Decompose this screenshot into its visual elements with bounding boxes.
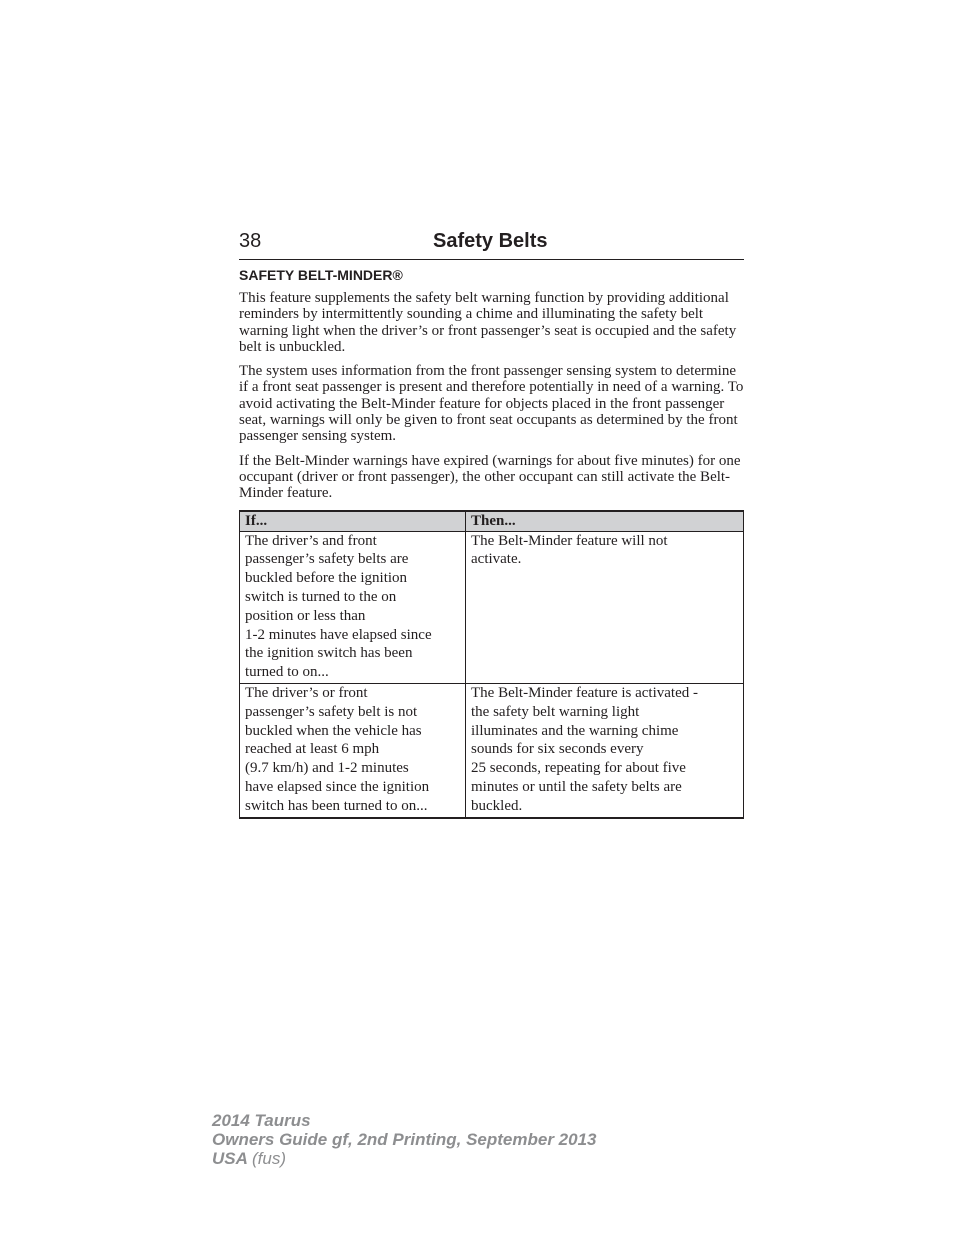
table-row: [240, 683, 744, 817]
cell-line: 25 seconds, repeating for about five: [471, 760, 686, 777]
table-cell-if: [240, 683, 466, 817]
cell-line: buckled.: [471, 797, 523, 814]
cell-line: sounds for six seconds every: [471, 741, 644, 758]
cell-line: buckled before the ignition: [245, 570, 408, 587]
cell-line: switch has been turned to on...: [245, 797, 428, 814]
cell-line: (9.7 km/h) and 1-2 minutes: [245, 760, 409, 777]
table-cell-then: [466, 683, 744, 817]
cell-line: activate.: [471, 551, 522, 568]
footer-region: [212, 1149, 596, 1168]
cell-line: passenger’s safety belt is not: [245, 703, 418, 720]
cell-line: reached at least 6 mph: [245, 741, 380, 758]
table-header-if: If...: [240, 511, 466, 532]
cell-line: buckled when the vehicle has: [245, 722, 422, 739]
page-number: 38: [239, 230, 262, 252]
table-header-row: [240, 511, 744, 532]
paragraph-sensing-system: The system uses information from the front passenger sensing system to determine if a front seat passenger is present and therefore potentially in need of a warning. To avoid activating the Belt-Minder feature for objects placed in the front passenger seat, warnings will only be given to front seat occupants as determined by the front passenger sensing system.: [239, 363, 744, 445]
section-heading: SAFETY BELT-MINDER®: [239, 267, 403, 283]
belt-minder-table: [239, 510, 744, 819]
paragraph-expired-warnings: If the Belt-Minder warnings have expired (warnings for about five minutes) for one occupant (driver or front passenger), the other occupant can still activate the Belt-Minder feature.: [239, 452, 741, 502]
cell-line: turned to on...: [245, 664, 329, 681]
cell-line: illuminates and the warning chime: [471, 722, 679, 739]
cell-line: The Belt-Minder feature is activated -: [471, 684, 698, 701]
cell-line: The driver’s or front: [245, 684, 368, 701]
page-footer: [212, 1111, 596, 1168]
footer-region-suffix: (fus): [252, 1149, 286, 1168]
cell-line: 1-2 minutes have elapsed since: [245, 626, 432, 643]
cell-line: switch is turned to the on: [245, 588, 397, 605]
table-cell-then: [466, 531, 744, 683]
cell-line: The driver’s and front: [245, 532, 377, 549]
table-row: [240, 531, 744, 683]
chapter-title: Safety Belts: [433, 230, 548, 252]
cell-line: the safety belt warning light: [471, 703, 640, 720]
cell-line: The Belt-Minder feature will not: [471, 532, 668, 549]
cell-line: have elapsed since the ignition: [245, 778, 430, 795]
cell-line: position or less than: [245, 607, 366, 624]
footer-edition: Owners Guide gf, 2nd Printing, September 2013: [212, 1130, 597, 1149]
table-header-then: Then...: [466, 511, 744, 532]
main-content: [239, 266, 744, 819]
page-header: [239, 228, 744, 260]
cell-line: passenger’s safety belts are: [245, 551, 409, 568]
footer-region-code: USA: [212, 1149, 248, 1168]
table-cell-if: [240, 531, 466, 683]
cell-line: the ignition switch has been: [245, 645, 413, 662]
footer-model: 2014 Taurus: [212, 1111, 311, 1130]
cell-line: minutes or until the safety belts are: [471, 778, 682, 795]
paragraph-intro: This feature supplements the safety belt warning function by providing additional reminders by intermittently sounding a chime and illuminating the safety belt warning light when the driver’s or front passenger’s seat is occupied and the safety belt is unbuckled.: [239, 290, 737, 355]
